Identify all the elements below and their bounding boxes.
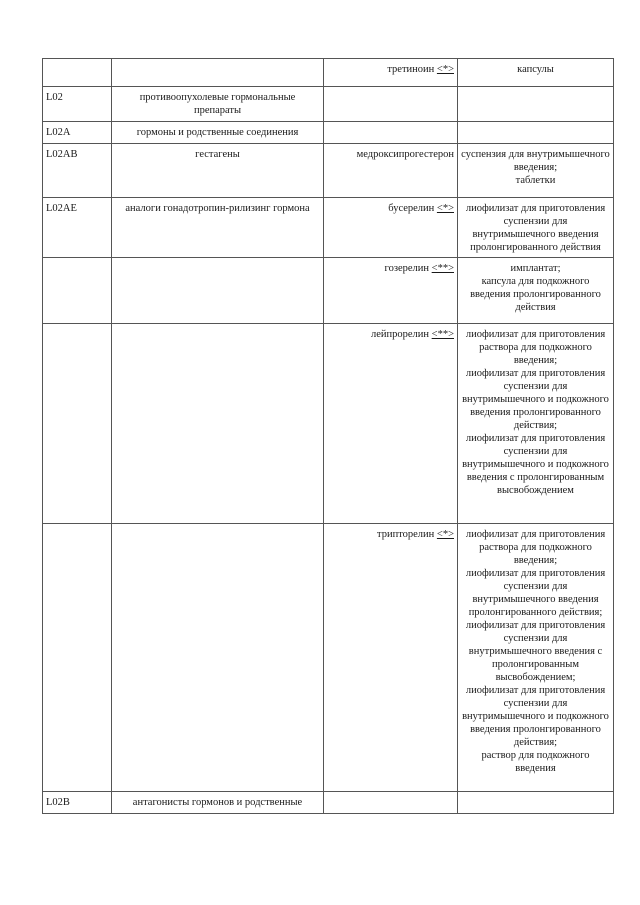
dosage-form-cell xyxy=(458,258,614,324)
anatomic-therapeutic-group-cell: противоопухолевые гормональные препараты xyxy=(112,87,324,122)
dosage-form-item: лиофилизат для приготовления суспензии для внутримышечного введения пролонгированного действия xyxy=(465,203,606,253)
dosage-form-item: лиофилизат для приготовления суспензии для внутримышечного и подкожного введения пролонгированного действия; xyxy=(462,685,609,748)
dosage-form-cell xyxy=(458,87,614,122)
table-row xyxy=(43,324,614,524)
atc-code-cell: L02 xyxy=(43,87,112,122)
drug-name-cell xyxy=(324,324,458,524)
table-body xyxy=(43,59,614,814)
dosage-form-item: таблетки xyxy=(515,175,556,186)
dosage-form-cell xyxy=(458,324,614,524)
dosage-form-item: суспензия для внутримышечного введения; xyxy=(461,149,610,173)
dosage-form-item: лиофилизат для приготовления раствора для подкожного введения; xyxy=(465,529,606,566)
anatomic-therapeutic-group-cell xyxy=(112,59,324,87)
anatomic-therapeutic-group-cell xyxy=(112,324,324,524)
footnote-link[interactable]: <*> xyxy=(436,64,454,75)
dosage-form-item: капсула для подкожного введения пролонгированного действия xyxy=(470,276,601,313)
atc-code-cell xyxy=(43,524,112,792)
dosage-form-cell xyxy=(458,792,614,814)
drug-name: третиноин xyxy=(387,64,435,75)
table-row xyxy=(43,122,614,144)
drug-classification-table xyxy=(42,58,614,814)
footnote-link[interactable]: <**> xyxy=(431,263,454,274)
dosage-form-item: капсулы xyxy=(517,64,554,75)
footnote-link[interactable]: <*> xyxy=(436,203,454,214)
drug-name-cell xyxy=(324,198,458,258)
drug-name: лейпрорелин xyxy=(371,329,430,340)
drug-name: трипторелин xyxy=(376,529,435,540)
drug-name-cell xyxy=(324,122,458,144)
drug-name-cell xyxy=(324,59,458,87)
anatomic-therapeutic-group-cell: антагонисты гормонов и родственные xyxy=(112,792,324,814)
atc-code-cell: L02AB xyxy=(43,144,112,198)
anatomic-therapeutic-group-cell xyxy=(112,258,324,324)
drug-name-cell xyxy=(324,258,458,324)
atc-code-cell: L02A xyxy=(43,122,112,144)
atc-code-cell xyxy=(43,324,112,524)
atc-code-cell xyxy=(43,59,112,87)
drug-name: бусерелин xyxy=(388,203,435,214)
anatomic-therapeutic-group-cell xyxy=(112,524,324,792)
atc-code-cell: L02AE xyxy=(43,198,112,258)
table-row xyxy=(43,198,614,258)
drug-name-cell xyxy=(324,144,458,198)
dosage-form-cell xyxy=(458,59,614,87)
drug-name-cell xyxy=(324,792,458,814)
drug-name-cell xyxy=(324,524,458,792)
footnote-link[interactable]: <**> xyxy=(431,329,454,340)
dosage-form-cell xyxy=(458,524,614,792)
dosage-form-item: раствор для подкожного введения xyxy=(481,750,590,774)
dosage-form-cell xyxy=(458,198,614,258)
dosage-form-item: лиофилизат для приготовления суспензии для внутримышечного введения пролонгированного действия; xyxy=(465,568,606,618)
table-row xyxy=(43,258,614,324)
table-row xyxy=(43,144,614,198)
drug-name: гозерелин xyxy=(384,263,430,274)
atc-code-cell xyxy=(43,258,112,324)
atc-code-cell: L02B xyxy=(43,792,112,814)
anatomic-therapeutic-group-cell: гормоны и родственные соединения xyxy=(112,122,324,144)
anatomic-therapeutic-group-cell: аналоги гонадотропин-рилизинг гормона xyxy=(112,198,324,258)
dosage-form-cell xyxy=(458,144,614,198)
drug-name: медроксипрогестерон xyxy=(356,149,454,160)
dosage-form-item: имплантат; xyxy=(510,263,561,274)
dosage-form-cell xyxy=(458,122,614,144)
drug-name-cell xyxy=(324,87,458,122)
table-row xyxy=(43,87,614,122)
anatomic-therapeutic-group-cell: гестагены xyxy=(112,144,324,198)
footnote-link[interactable]: <*> xyxy=(436,529,454,540)
dosage-form-item: лиофилизат для приготовления суспензии для внутримышечного введения с пролонгированным высвобождением; xyxy=(465,620,606,683)
table-row xyxy=(43,792,614,814)
dosage-form-item: лиофилизат для приготовления суспензии для внутримышечного и подкожного введения пролонгированного действия; xyxy=(462,368,609,431)
dosage-form-item: лиофилизат для приготовления суспензии для внутримышечного и подкожного введения с пролонгированным высвобождением xyxy=(462,433,609,496)
table-row xyxy=(43,59,614,87)
table-row xyxy=(43,524,614,792)
dosage-form-item: лиофилизат для приготовления раствора для подкожного введения; xyxy=(465,329,606,366)
